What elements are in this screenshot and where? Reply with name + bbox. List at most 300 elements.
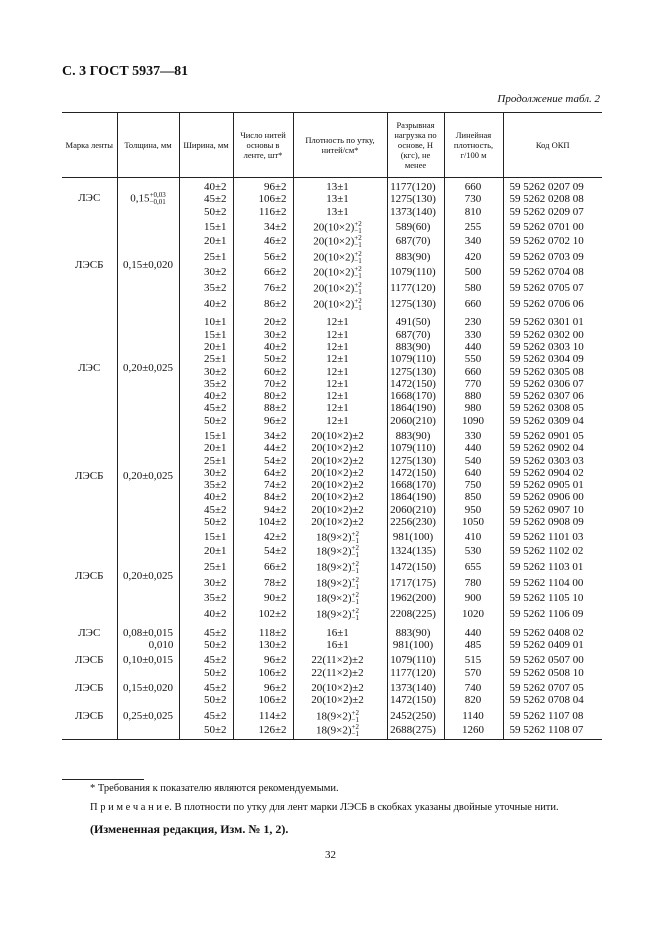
table-row (62, 313, 602, 328)
cell-thickness: 0,15±0,020 (117, 218, 179, 235)
cell-warp: 54±2 (233, 545, 293, 561)
cell-thickness (117, 694, 179, 706)
cell-weft: 20(10×2)±2 (293, 442, 387, 454)
cell-thickness (117, 455, 179, 467)
cell-weft: 18(9×2)+2 −1 (293, 592, 387, 608)
tolerance-mark: +2 −1 (354, 280, 362, 296)
cell-thickness (117, 545, 179, 561)
cell-thickness (117, 724, 179, 740)
cell-weft: 20(10×2)+2 −1 (293, 282, 387, 298)
cell-warp: 80±2 (233, 390, 293, 402)
cell-load: 2060(210) (387, 504, 444, 516)
cell-okp: 59 5262 0409 01 (503, 639, 602, 651)
cell-weft: 18(9×2)+2 −1 (293, 707, 387, 724)
cell-weft: 18(9×2)+2 −1 (293, 577, 387, 593)
cell-okp: 59 5262 0306 07 (503, 378, 602, 390)
col-header-thickness: Толщина, мм (117, 113, 179, 178)
cell-width: 30±2 (179, 366, 233, 378)
cell-load: 1177(120) (387, 178, 444, 194)
cell-okp: 59 5262 0508 10 (503, 667, 602, 679)
cell-warp: 126±2 (233, 724, 293, 740)
cell-warp: 84±2 (233, 491, 293, 503)
cell-linear: 500 (444, 266, 503, 282)
cell-warp: 96±2 (233, 651, 293, 666)
cell-mark (62, 442, 117, 454)
cell-weft: 20(10×2)±2 (293, 694, 387, 706)
cell-okp: 59 5262 1103 01 (503, 561, 602, 577)
cell-linear: 780 (444, 577, 503, 593)
table-row (62, 545, 602, 561)
table-row (62, 516, 602, 528)
cell-thickness: 0,08±0,015 0,010 (117, 624, 179, 639)
cell-load: 1177(120) (387, 667, 444, 679)
cell-weft: 20(10×2)±2 (293, 427, 387, 442)
col-header-mark: Марка ленты (62, 113, 117, 178)
table-row (62, 667, 602, 679)
cell-width: 30±2 (179, 467, 233, 479)
cell-weft: 20(10×2)+2 −1 (293, 266, 387, 282)
cell-mark (62, 415, 117, 427)
col-header-linear-density: Линейная плотность, г/100 м (444, 113, 503, 178)
table-row (62, 651, 602, 666)
cell-load: 1079(110) (387, 442, 444, 454)
tolerance-mark: +2 −1 (351, 607, 359, 623)
cell-width: 15±1 (179, 427, 233, 442)
cell-linear: 255 (444, 218, 503, 235)
table-row (62, 624, 602, 639)
cell-warp: 56±2 (233, 251, 293, 267)
table-row (62, 491, 602, 503)
cell-mark (62, 402, 117, 414)
cell-thickness: 0,20±0,025 (117, 528, 179, 545)
cell-mark (62, 667, 117, 679)
tolerance-mark: +2 −1 (354, 233, 362, 249)
cell-weft: 18(9×2)+2 −1 (293, 545, 387, 561)
tolerance-mark: +2 −1 (354, 249, 362, 265)
cell-warp: 64±2 (233, 467, 293, 479)
cell-width: 15±1 (179, 329, 233, 341)
table-row (62, 504, 602, 516)
cell-mark (62, 341, 117, 353)
cell-weft: 12±1 (293, 415, 387, 427)
cell-okp: 59 5262 0705 07 (503, 282, 602, 298)
cell-linear: 340 (444, 235, 503, 251)
cell-weft: 20(10×2)+2 −1 (293, 218, 387, 235)
spec-table (62, 112, 602, 740)
cell-okp: 59 5262 0901 05 (503, 427, 602, 442)
cell-weft: 20(10×2)±2 (293, 455, 387, 467)
cell-warp: 46±2 (233, 235, 293, 251)
cell-load: 491(50) (387, 313, 444, 328)
cell-load: 1472(150) (387, 378, 444, 390)
cell-weft: 18(9×2)+2 −1 (293, 561, 387, 577)
cell-load: 1275(130) (387, 455, 444, 467)
table-row (62, 707, 602, 724)
tolerance-mark: +2 −1 (351, 560, 359, 576)
tolerance-mark: +2 −1 (354, 219, 362, 235)
cell-weft: 13±1 (293, 193, 387, 205)
cell-load: 981(100) (387, 639, 444, 651)
tolerance-mark: +2 −1 (354, 296, 362, 312)
cell-width: 35±2 (179, 592, 233, 608)
cell-mark: ЛЭСБ (75, 469, 104, 482)
cell-weft: 12±1 (293, 353, 387, 365)
cell-thickness (117, 592, 179, 608)
cell-thickness (117, 667, 179, 679)
cell-okp: 59 5262 0907 10 (503, 504, 602, 516)
cell-load: 883(90) (387, 427, 444, 442)
cell-width: 45±2 (179, 402, 233, 414)
cell-warp: 106±2 (233, 694, 293, 706)
cell-warp: 78±2 (233, 577, 293, 593)
cell-mark: ЛЭСБ (75, 569, 104, 582)
cell-weft: 20(10×2)±2 (293, 504, 387, 516)
cell-linear: 1020 (444, 608, 503, 624)
cell-weft: 18(9×2)+2 −1 (293, 724, 387, 740)
cell-thickness: 0,20±0,025 (117, 427, 179, 442)
cell-warp: 96±2 (233, 415, 293, 427)
cell-okp: 59 5262 0702 10 (503, 235, 602, 251)
col-header-breaking-load: Разрывная нагрузка по основе, Н (кгс), не менее (387, 113, 444, 178)
cell-linear: 550 (444, 353, 503, 365)
cell-width: 45±2 (179, 707, 233, 724)
cell-mark (62, 390, 117, 402)
cell-weft: 20(10×2)±2 (293, 467, 387, 479)
cell-linear: 1050 (444, 516, 503, 528)
cell-weft: 12±1 (293, 402, 387, 414)
cell-weft: 12±1 (293, 366, 387, 378)
cell-warp: 114±2 (233, 707, 293, 724)
cell-linear: 330 (444, 427, 503, 442)
cell-warp: 34±2 (233, 218, 293, 235)
cell-width: 40±2 (179, 608, 233, 624)
cell-warp: 66±2 (233, 266, 293, 282)
cell-warp: 118±2 (233, 624, 293, 639)
cell-warp: 74±2 (233, 479, 293, 491)
tolerance-mark: +2 −1 (351, 722, 359, 738)
cell-thickness (117, 341, 179, 353)
cell-okp: 59 5262 0902 04 (503, 442, 602, 454)
cell-load: 1668(170) (387, 479, 444, 491)
cell-warp: 50±2 (233, 353, 293, 365)
cell-load: 981(100) (387, 528, 444, 545)
cell-linear: 230 (444, 313, 503, 328)
cell-mark (62, 378, 117, 390)
cell-thickness: 0,25±0,025 (117, 707, 179, 724)
cell-width: 25±1 (179, 353, 233, 365)
cell-linear: 530 (444, 545, 503, 561)
cell-width: 50±2 (179, 694, 233, 706)
cell-width: 35±2 (179, 479, 233, 491)
cell-weft: 16±1 (293, 624, 387, 639)
cell-width: 45±2 (179, 193, 233, 205)
cell-linear: 730 (444, 193, 503, 205)
cell-linear: 850 (444, 491, 503, 503)
tolerance-mark: +2 −1 (351, 530, 359, 546)
cell-okp: 59 5262 0302 00 (503, 329, 602, 341)
cell-load: 1177(120) (387, 282, 444, 298)
cell-weft: 22(11×2)±2 (293, 651, 387, 666)
table-row (62, 378, 602, 390)
cell-width: 40±2 (179, 491, 233, 503)
cell-thickness: 0,15+0,03 −0,01 (117, 178, 179, 194)
cell-warp: 88±2 (233, 402, 293, 414)
cell-weft: 12±1 (293, 341, 387, 353)
footnote-separator (62, 779, 144, 780)
cell-width: 50±2 (179, 206, 233, 218)
cell-load: 1864(190) (387, 402, 444, 414)
cell-linear: 440 (444, 442, 503, 454)
cell-weft: 20(10×2)±2 (293, 516, 387, 528)
cell-warp: 106±2 (233, 667, 293, 679)
cell-load: 1717(175) (387, 577, 444, 593)
tolerance-mark: +2 −1 (351, 575, 359, 591)
cell-warp: 60±2 (233, 366, 293, 378)
cell-mark (62, 455, 117, 467)
cell-okp: 59 5262 0308 05 (503, 402, 602, 414)
cell-weft: 20(10×2)±2 (293, 479, 387, 491)
cell-load: 2060(210) (387, 415, 444, 427)
cell-linear: 1140 (444, 707, 503, 724)
cell-mark (62, 491, 117, 503)
cell-okp: 59 5262 0701 00 (503, 218, 602, 235)
table-row (62, 608, 602, 624)
cell-mark: ЛЭС (78, 626, 101, 639)
cell-load: 1275(130) (387, 366, 444, 378)
table-body (62, 178, 602, 740)
tolerance-mark: +2 −1 (351, 544, 359, 560)
cell-mark: ЛЭСБ (75, 682, 104, 694)
table-row (62, 178, 602, 194)
cell-linear: 980 (444, 402, 503, 414)
cell-weft: 20(10×2)±2 (293, 491, 387, 503)
cell-warp: 76±2 (233, 282, 293, 298)
cell-thickness (117, 298, 179, 314)
cell-weft: 13±1 (293, 178, 387, 194)
footnote: * Требования к показателю являются рекомендуемыми. (90, 783, 339, 794)
cell-mark (62, 592, 117, 608)
cell-weft: 12±1 (293, 390, 387, 402)
cell-linear: 515 (444, 651, 503, 666)
cell-okp: 59 5262 0209 07 (503, 206, 602, 218)
cell-weft: 12±1 (293, 378, 387, 390)
cell-warp: 130±2 (233, 639, 293, 651)
cell-okp: 59 5262 0707 05 (503, 679, 602, 694)
cell-thickness (117, 415, 179, 427)
cell-linear: 770 (444, 378, 503, 390)
cell-okp: 59 5262 1106 09 (503, 608, 602, 624)
cell-linear: 655 (444, 561, 503, 577)
cell-linear: 660 (444, 178, 503, 194)
cell-width: 45±2 (179, 651, 233, 666)
cell-load: 2256(230) (387, 516, 444, 528)
table-row (62, 206, 602, 218)
cell-width: 50±2 (179, 415, 233, 427)
cell-warp: 34±2 (233, 427, 293, 442)
cell-load: 1275(130) (387, 193, 444, 205)
table-row (62, 218, 602, 235)
cell-width: 40±2 (179, 178, 233, 194)
cell-thickness (117, 504, 179, 516)
cell-linear: 1260 (444, 724, 503, 740)
cell-thickness: 0,15±0,020 (117, 679, 179, 694)
table-row (62, 329, 602, 341)
table-row (62, 427, 602, 442)
table-row (62, 724, 602, 740)
cell-thickness (117, 206, 179, 218)
cell-linear: 330 (444, 329, 503, 341)
cell-width: 20±1 (179, 341, 233, 353)
cell-okp: 59 5262 1102 02 (503, 545, 602, 561)
cell-weft: 20(10×2)+2 −1 (293, 235, 387, 251)
cell-mark (62, 504, 117, 516)
tolerance-mark: +2 −1 (351, 591, 359, 607)
cell-okp: 59 5262 0305 08 (503, 366, 602, 378)
cell-linear: 485 (444, 639, 503, 651)
cell-load: 687(70) (387, 329, 444, 341)
cell-mark (62, 516, 117, 528)
cell-warp: 104±2 (233, 516, 293, 528)
table-row (62, 592, 602, 608)
cell-load: 589(60) (387, 218, 444, 235)
cell-okp: 59 5262 0304 09 (503, 353, 602, 365)
cell-mark: ЛЭСБ (75, 259, 104, 272)
cell-mark (62, 282, 117, 298)
table-continuation-label: Продолжение табл. 2 (497, 93, 600, 105)
cell-linear: 950 (444, 504, 503, 516)
cell-mark (62, 206, 117, 218)
cell-mark (62, 545, 117, 561)
cell-linear: 750 (444, 479, 503, 491)
cell-width: 45±2 (179, 504, 233, 516)
cell-linear: 660 (444, 366, 503, 378)
cell-thickness (117, 378, 179, 390)
edition-note: (Измененная редакция, Изм. № 1, 2). (90, 822, 289, 836)
cell-okp: 59 5262 0301 01 (503, 313, 602, 328)
cell-okp: 59 5262 1104 00 (503, 577, 602, 593)
cell-weft: 13±1 (293, 206, 387, 218)
cell-load: 1472(150) (387, 467, 444, 479)
cell-okp: 59 5262 1108 07 (503, 724, 602, 740)
cell-warp: 96±2 (233, 679, 293, 694)
cell-weft: 20(10×2)+2 −1 (293, 298, 387, 314)
cell-width: 15±1 (179, 218, 233, 235)
cell-linear: 660 (444, 298, 503, 314)
cell-linear: 820 (444, 694, 503, 706)
cell-okp: 59 5262 0303 03 (503, 455, 602, 467)
table-row (62, 282, 602, 298)
cell-load: 1472(150) (387, 561, 444, 577)
cell-warp: 96±2 (233, 178, 293, 194)
cell-weft: 16±1 (293, 639, 387, 651)
table-container (62, 112, 602, 740)
cell-warp: 44±2 (233, 442, 293, 454)
cell-thickness (117, 390, 179, 402)
cell-warp: 30±2 (233, 329, 293, 341)
table-row (62, 341, 602, 353)
cell-warp: 40±2 (233, 341, 293, 353)
cell-okp: 59 5262 0905 01 (503, 479, 602, 491)
cell-weft: 12±1 (293, 329, 387, 341)
cell-width: 35±2 (179, 378, 233, 390)
cell-linear: 640 (444, 467, 503, 479)
cell-width: 50±2 (179, 516, 233, 528)
cell-warp: 102±2 (233, 608, 293, 624)
cell-okp: 59 5262 0307 06 (503, 390, 602, 402)
cell-weft: 12±1 (293, 313, 387, 328)
cell-load: 2452(250) (387, 707, 444, 724)
cell-width: 15±1 (179, 528, 233, 545)
cell-width: 20±1 (179, 442, 233, 454)
cell-mark (62, 235, 117, 251)
cell-thickness: 0,10±0,015 (117, 651, 179, 666)
cell-mark: ЛЭС (78, 361, 101, 374)
table-row (62, 528, 602, 545)
cell-okp: 59 5262 0408 02 (503, 624, 602, 639)
tolerance-mark: +2 −1 (351, 708, 359, 724)
cell-load: 1373(140) (387, 206, 444, 218)
cell-load: 1275(130) (387, 298, 444, 314)
cell-mark: ЛЭСБ (75, 654, 104, 667)
cell-load: 883(90) (387, 341, 444, 353)
cell-linear: 540 (444, 455, 503, 467)
cell-width: 50±2 (179, 667, 233, 679)
cell-warp: 54±2 (233, 455, 293, 467)
cell-linear: 440 (444, 341, 503, 353)
cell-warp: 20±2 (233, 313, 293, 328)
tolerance-mark: +2 −1 (354, 265, 362, 281)
cell-okp: 59 5262 0703 09 (503, 251, 602, 267)
cell-okp: 59 5262 0303 10 (503, 341, 602, 353)
cell-width: 25±1 (179, 561, 233, 577)
cell-load: 1864(190) (387, 491, 444, 503)
cell-okp: 59 5262 1107 08 (503, 707, 602, 724)
cell-okp: 59 5262 0908 09 (503, 516, 602, 528)
cell-mark (62, 608, 117, 624)
table-row (62, 235, 602, 251)
cell-weft: 20(10×2)±2 (293, 679, 387, 694)
cell-linear: 1090 (444, 415, 503, 427)
cell-width: 45±2 (179, 679, 233, 694)
cell-width: 20±1 (179, 545, 233, 561)
cell-load: 1324(135) (387, 545, 444, 561)
cell-width: 25±1 (179, 455, 233, 467)
cell-warp: 86±2 (233, 298, 293, 314)
cell-warp: 106±2 (233, 193, 293, 205)
cell-load: 883(90) (387, 624, 444, 639)
cell-okp: 59 5262 1101 03 (503, 528, 602, 545)
cell-load: 1079(110) (387, 651, 444, 666)
col-header-width: Ширина, мм (179, 113, 233, 178)
cell-warp: 66±2 (233, 561, 293, 577)
cell-thickness (117, 329, 179, 341)
cell-load: 1668(170) (387, 390, 444, 402)
cell-mark: ЛЭС (78, 192, 101, 204)
cell-load: 1079(110) (387, 353, 444, 365)
cell-warp: 94±2 (233, 504, 293, 516)
cell-linear: 880 (444, 390, 503, 402)
cell-okp: 59 5262 0706 06 (503, 298, 602, 314)
cell-width: 10±1 (179, 313, 233, 328)
cell-load: 1373(140) (387, 679, 444, 694)
table-row (62, 402, 602, 414)
cell-linear: 740 (444, 679, 503, 694)
cell-weft: 18(9×2)+2 −1 (293, 528, 387, 545)
cell-mark (62, 639, 117, 651)
cell-okp: 59 5262 0704 08 (503, 266, 602, 282)
cell-mark (62, 329, 117, 341)
table-row (62, 390, 602, 402)
